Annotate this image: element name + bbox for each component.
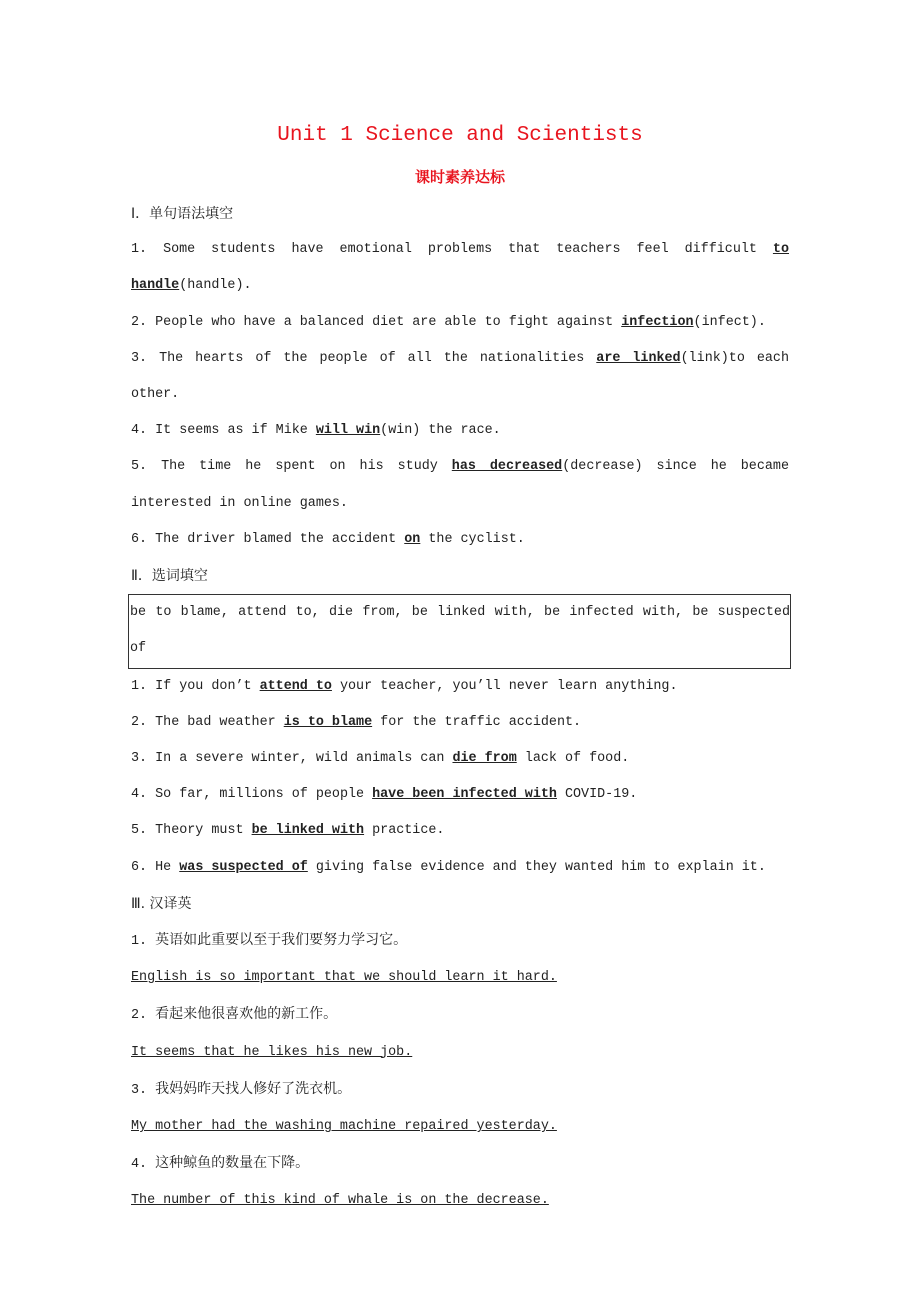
question-text: for the traffic accident.: [380, 714, 582, 730]
question-number: 4.: [131, 787, 148, 803]
question-text: The driver blamed the accident: [155, 531, 397, 547]
answer-sentence: English is so important that we should learn it hard.: [131, 970, 557, 986]
answer-blank: die from: [452, 751, 517, 767]
question-text: The time he spent on his study: [161, 459, 438, 475]
question-item: [131, 341, 789, 413]
question-item: [131, 813, 789, 849]
question-number: 1.: [131, 934, 148, 950]
question-number: 1.: [131, 678, 148, 694]
question-number: 2.: [131, 714, 148, 730]
translation-prompt: [131, 922, 789, 960]
section-heading: Ⅲ. 汉译英: [131, 895, 192, 912]
answer-blank: be linked with: [251, 823, 365, 839]
question-number: 2.: [131, 314, 148, 330]
section1-items: [131, 232, 789, 558]
chinese-sentence: 这种鲸鱼的数量在下降。: [155, 1155, 310, 1172]
question-text: the cyclist.: [428, 531, 525, 547]
question-text: lack of food.: [524, 751, 630, 767]
translation-answer: [131, 960, 789, 996]
chinese-sentence: 看起来他很喜欢他的新工作。: [155, 1006, 338, 1023]
question-text: The hearts of the people of all the nationalities: [159, 350, 585, 366]
question-text: COVID-19.: [564, 787, 638, 803]
question-item: [131, 741, 789, 777]
question-number: 4.: [131, 423, 148, 439]
question-number: 5.: [131, 823, 148, 839]
question-item: [131, 850, 789, 886]
question-text: giving false evidence and they wanted him to explain it.: [315, 859, 766, 875]
question-number: 6.: [131, 859, 148, 875]
question-text: practice.: [372, 823, 445, 839]
question-text: (win) the race.: [380, 423, 501, 439]
translation-answer: [131, 1109, 789, 1145]
question-number: 3.: [131, 1082, 148, 1098]
question-text: (infect).: [693, 314, 766, 330]
answer-blank: have been infected with: [372, 787, 557, 803]
question-text: The bad weather: [155, 714, 276, 730]
question-text: (decrease) since he became interested in online games.: [131, 459, 789, 511]
chinese-sentence: 我妈妈昨天找人修好了洗衣机。: [155, 1080, 352, 1097]
question-text: People who have a balanced diet are able to fight against: [155, 314, 614, 330]
translation-prompt: [131, 996, 789, 1034]
question-text: Theory must: [155, 823, 244, 839]
question-text: Some students have emotional problems that teachers feel difficult: [163, 242, 757, 258]
question-text: So far, millions of people: [155, 787, 365, 803]
question-item: [131, 777, 789, 813]
answer-sentence: The number of this kind of whale is on the decrease.: [131, 1193, 549, 1209]
word-bank-box: [128, 594, 791, 668]
answer-blank: infection: [621, 314, 694, 330]
question-item: [131, 522, 789, 558]
answer-blank: is to blame: [283, 714, 373, 730]
question-number: 6.: [131, 531, 148, 547]
question-item: [131, 705, 789, 741]
chinese-sentence: 英语如此重要以至于我们要努力学习它。: [155, 932, 408, 949]
question-text: If you don’t: [155, 678, 252, 694]
answer-blank: on: [404, 531, 421, 547]
question-number: 1.: [131, 242, 148, 258]
answer-blank: was suspected of: [179, 859, 308, 875]
section2-items: [131, 669, 789, 886]
question-item: [131, 413, 789, 449]
question-number: 4.: [131, 1157, 148, 1173]
document-body: [131, 196, 789, 1220]
answer-blank: will win: [315, 423, 381, 439]
question-text: It seems as if Mike: [155, 423, 308, 439]
translation-prompt: [131, 1145, 789, 1183]
question-number: 5.: [131, 459, 148, 475]
document-title: Unit 1 Science and Scientists: [277, 124, 643, 147]
question-number: 3.: [131, 350, 148, 366]
section-heading: Ⅰ．单句语法填空: [131, 206, 234, 222]
question-item: [131, 232, 789, 304]
answer-sentence: My mother had the washing machine repaired yesterday.: [131, 1119, 557, 1135]
question-number: 2.: [131, 1008, 148, 1024]
question-number: 3.: [131, 751, 148, 767]
translation-prompt: [131, 1071, 789, 1109]
question-text: (handle).: [179, 278, 252, 294]
question-text: (link)to each other.: [131, 350, 789, 403]
question-text: your teacher, you’ll never learn anything.: [339, 678, 678, 694]
question-text: In a severe winter, wild animals can: [155, 751, 445, 767]
answer-blank: attend to: [259, 678, 332, 694]
question-item: [131, 669, 789, 705]
word-bank-text: be to blame, attend to, die from, be linked with, be infected with, be suspected of: [130, 605, 790, 657]
document-subtitle: 课时素养达标: [414, 168, 505, 186]
answer-blank: has decreased: [451, 459, 563, 475]
question-item: [131, 449, 789, 521]
translation-answer: [131, 1183, 789, 1219]
translation-answer: [131, 1035, 789, 1071]
section-heading: Ⅱ．选词填空: [131, 568, 208, 585]
question-item: [131, 305, 789, 341]
question-text: He: [155, 859, 172, 875]
section3-items: [131, 922, 789, 1220]
answer-sentence: It seems that he likes his new job.: [131, 1044, 413, 1060]
answer-blank: are linked: [596, 350, 681, 366]
answer-blank: to handle: [131, 242, 789, 294]
